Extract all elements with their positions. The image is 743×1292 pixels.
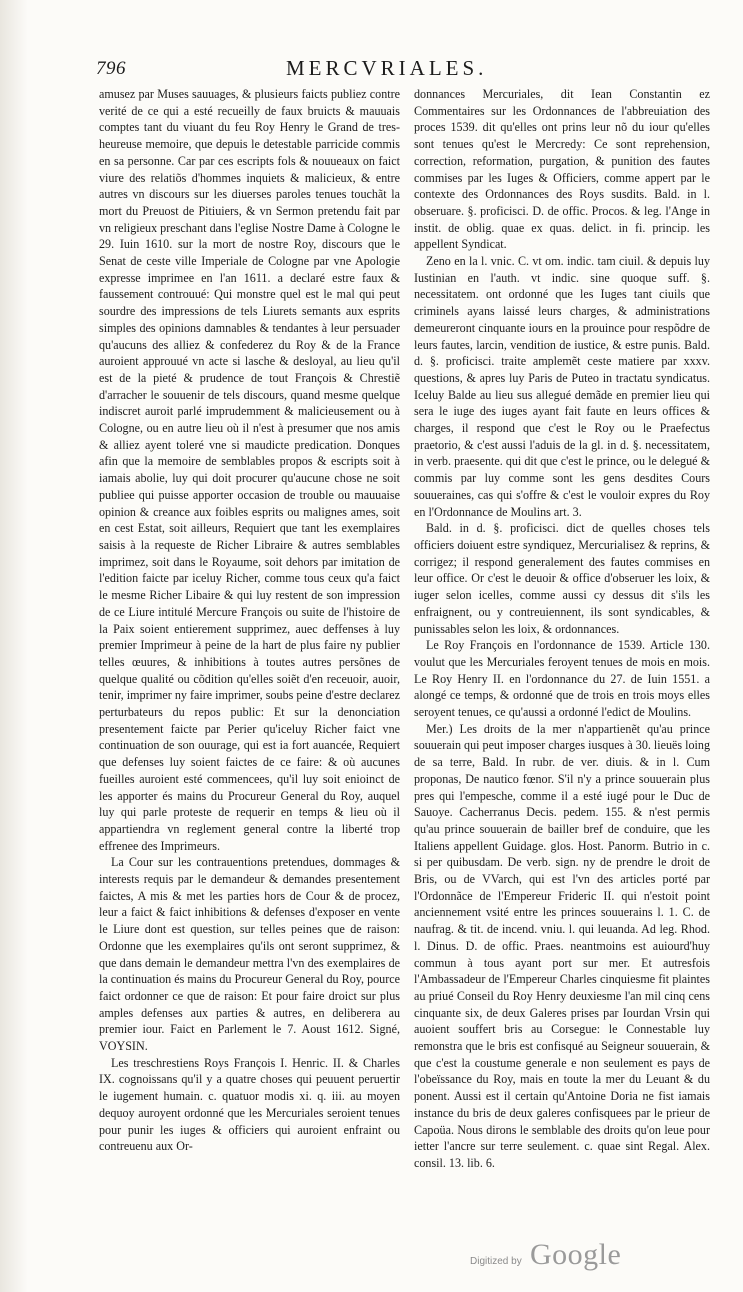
right-paragraph-5: Mer.) Les droits de la mer n'appartienẽt qu'au prince souuerain qui peut imposer charges iusques à 30. lieuës loing de sa terre, Bald. In rubr. de ver. diuis. & in l. Cum proponas, De nautico fœnor. S'il n'y a prince souuerain plus pres qui l'empesche, comme il a esté iugé pour le Duc de Sauoye. Cacherranus Decis. pedem. 155. & n'est permis qu'au prince souuerain de bailler bref de conduire, que les Italiens appellent Guidage. glos. Host. Panorm. Butrio in c. si per quibusdam. De verb. sign. ny de prendre le droit de Bris, ou de VVarch, qui est l'vn des articles porté par l'Ordonnãce de l'Empereur Frideric II. qui n'estoit point anciennement vsité entre les princes souuerains l. 1. C. de naufrag. & tit. de incend. vniu. l. qui leuanda. Ad leg. Rhod. l. Dinus. D. de offic. Praes. neantmoins est auiourd'huy commun à tous ayant port sur mer. Et autresfois l'Ambassadeur de l'Empereur Charles cinquiesme fit plaintes au priué Conseil du Roy Henry deuxiesme l'an mil cinq cens cinquante six, de deux Galeres prises par Iourdan Vrsin qui auoient souffert bris au Corsegue: le Connestable luy remonstra que le bris est confisqué au Seigneur souuerain, & que c'est la coustume generale e non seulement es pays de l'obeïssance du Roy, mais en toute la mer du Leuant & du ponent. Aussi est il certain qu'Antoine Doria ne fist iamais instance du bris de deux galeres confisquees par le prieur de Capoüa. Nous dirons le semblable des droits qu'on leue pour ietter l'ancre sur terre seulement. c. quae sint Regal. Alex. consil. 13. lib. 6. <box>414 721 711 1170</box>
right-paragraph-4: Le Roy François en l'ordonnance de 1539. Article 130. voulut que les Mercuriales feroyent tenues de mois en mois. Le Roy Henry II. en l'ordonnance du 27. de Iuin 1551. a alongé ce temps, & ordonné que de trois en trois moys elles seroyent tenues, ce qu'aussi a ordonné l'edict de Moulins. <box>414 638 710 720</box>
gutter-shadow <box>0 0 28 1292</box>
right-paragraph-2: Zeno en la l. vnic. C. vt om. indic. tam ciuil. & depuis luy Iustinian en l'auth. vt indic. sine quoque suff. §. necessitatem. ont ordonné que les Iuges tant ciuils que criminels ayans laissé leurs charges, & administrations demeureront cinquante iours en la prouince pour respõdre de leurs fautes, larcin, vendition de iustice, & estre punis. Bald. d. §. proficisci. traite amplemẽt ceste matiere par xxxv. questions, & apres luy Paris de Puteo in tractatu syndicatus. Iceluy Balde au lieu sus allegué demãde en premier lieu qui sera le iuge des iuges ayant fait faute en leurs offices & charges, il respond que c'est le Roy ou le Praefectus praetorio, & c'est aussi l'aduis de la gl. in d. §. necessitatem, in verb. praesente. qui dit que c'est le prince, ou le delegué & commis par luy comme sont les gens desdites Cours souueraines, cas qui s'offre & c'est le vouloir expres du Roy en l'Ordonnance de Moulins art. 3. <box>414 254 710 519</box>
watermark-prefix: Digitized by <box>470 1256 522 1267</box>
page-header <box>96 52 706 86</box>
running-title: MERCVRIALES. <box>286 56 488 80</box>
left-column <box>99 86 400 1155</box>
google-logo: Google <box>530 1238 622 1271</box>
digitized-watermark <box>470 1238 690 1274</box>
page-number: 796 <box>96 58 126 79</box>
right-paragraph-1: donnances Mercuriales, dit Iean Constantin ez Commentaires sur les Ordonnances de l'abbreuiation des proces 1539. dit qu'elles ont prins leur nõ du iour qu'elles sont tenues qu'est le Mercredy: Ce sont reprehension, correction, reformation, purgation, & punition des fautes commises par les Iuges & Officiers, comme appert par le contexte des Ordonnances des Roys susdits. Bald. in l. obseruare. §. proficisci. D. de offic. Procos. & leg. l'Ange in instit. de oblig. quae ex quas. delict. in fi. princip. les appellent Syndicat. <box>414 87 710 252</box>
right-column <box>414 86 710 1172</box>
right-paragraph-3: Bald. in d. §. proficisci. dict de quelles choses tels officiers doiuent estre syndiquez, Mercurialisez & reprins, & corrigez; il respond generalement des fautes commises en leur office. Or c'est le deuoir & office d'obseruer les loix, & iuger selon icelles, comme aussi cy dessus dit s'ils les enfraignent, ou y contreuiennent, ils sont syndicables, & punissables selon les loix, & ordonnances. <box>414 521 710 636</box>
left-paragraph-2: La Cour sur les contrauentions pretendues, dommages & interests requis par le demandeur & demandes presentement faictes, A mis & met les parties hors de Cour & de procez, leur a faict & faict inhibitions & defenses d'exposer en vente le Liure dont est question, sur telles peines que de raison: Ordonne que les exemplaires qu'ils ont seront supprimez, & que dans demain le demandeur mettra l'vn des exemplaires de la continuation és mains du Procureur General du Roy, pource faict ordonner ce que de raison: Et pour faire droict sur plus amples defenses aux parties & autres, en deliberera au premier iour. Faict en Parlement le 7. Aoust 1612. Signé, VOYSIN. <box>99 855 400 1054</box>
left-paragraph-1: amusez par Muses sauuages, & plusieurs faicts publiez contre verité de ce qui a esté recueilly de faux bruicts & mauuais comptes tant du viuant du feu Roy Henry le Grand de tres-heureuse memoire, que depuis le detestable parricide commis en sa personne. Car par ces escripts fols & nouueaux on faict viure des relatiõs d'hommes inquiets & malicieux, & entre autres vn discours sur les diuerses paroles tenues touchãt la mort du Preuost de Pitiuiers, & vn Sermon pretendu fait par vn religieux preschant dans l'eglise Nostre Dame à Cologne le 29. Iuin 1610. sur la mort de nostre Roy, discours que le Senat de ceste ville Imperiale de Cologne par vne Apologie expresse imprimee en l'an 1611. a declaré estre faux & faussement controuué: Qui monstre quel est le mal qui peut sourdre des impressions de tels Liurets semants aux esprits simples des opinions damnables & tendantes à leur persuader qu'aucuns des alliez & confederez du Roy & de la France auroient approuué vn acte si lasche & desloyal, au lieu qu'il est de la pieté & prudence de tout François & Chrestiẽ d'arracher le souuenir de tels discours, quand mesme quelque indiscret auroit parlé imprudemment & malicieusement ou à Cologne, ou en autre lieu où il n'est à presumer que nos amis & alliez ayent toleré vne si maudicte predication. Donques afin que la memoire de semblables propos & escripts soit à iamais abolie, luy qui doit procurer qu'aucune chose ne soit publiee qui puisse apporter occasion de trouble ou mauuaise opinion & creance aux foibles esprits ou malignes ames, soit en cest Estat, soit ailleurs, Requiert que tant les exemplaires saisis à la requeste de Richer Libraire & autres semblables imprimez, soit dans le Royaume, soit dehors par imitation de l'edition faicte par iceluy Richer, comme tous ceux qu'a faict le mesme Richer Libaire & qui luy restent de son impression de ce Liure intitulé Mercure François ou suite de l'histoire de la Paix soient entierement supprimez, auec deffenses à luy premier Imprimeur à peine de la hart de plus faire ny publier telles œuures, & inhibitions à toutes autres persõnes de quelque qualité ou cõdition qu'elles soiẽt d'en receuoir, auoir, tenir, imprimer ny faire imprimer, soubs peine d'estre declarez perturbateurs du repos public: Et sur la denonciation presentement faicte par Perier qu'iceluy Richer faict vne continuation de son ouurage, qui est ia fort auancée, Requiert que defenses luy soient faictes de ce faire: & où aucunes fueilles auroient esté commencees, qu'il luy soit enioinct de les apporter és mains du Procureur General du Roy, auquel luy qui parle proteste de requerir en temps & lieu où il appartiendra vn reglement general contre la liberté trop effrenee des Imprimeurs. <box>99 87 400 853</box>
left-paragraph-3: Les treschrestiens Roys François I. Henric. II. & Charles IX. cognoissans qu'il y a quatre choses qui peuuent peruertir le iugement humain. c. quatuor modis xi. q. iii. au moyen dequoy auroyent ordonné que les Mercuriales seroient tenues pour punir les iuges & officiers qui auroient enfraint ou contreuenu aux Or- <box>99 1055 400 1154</box>
